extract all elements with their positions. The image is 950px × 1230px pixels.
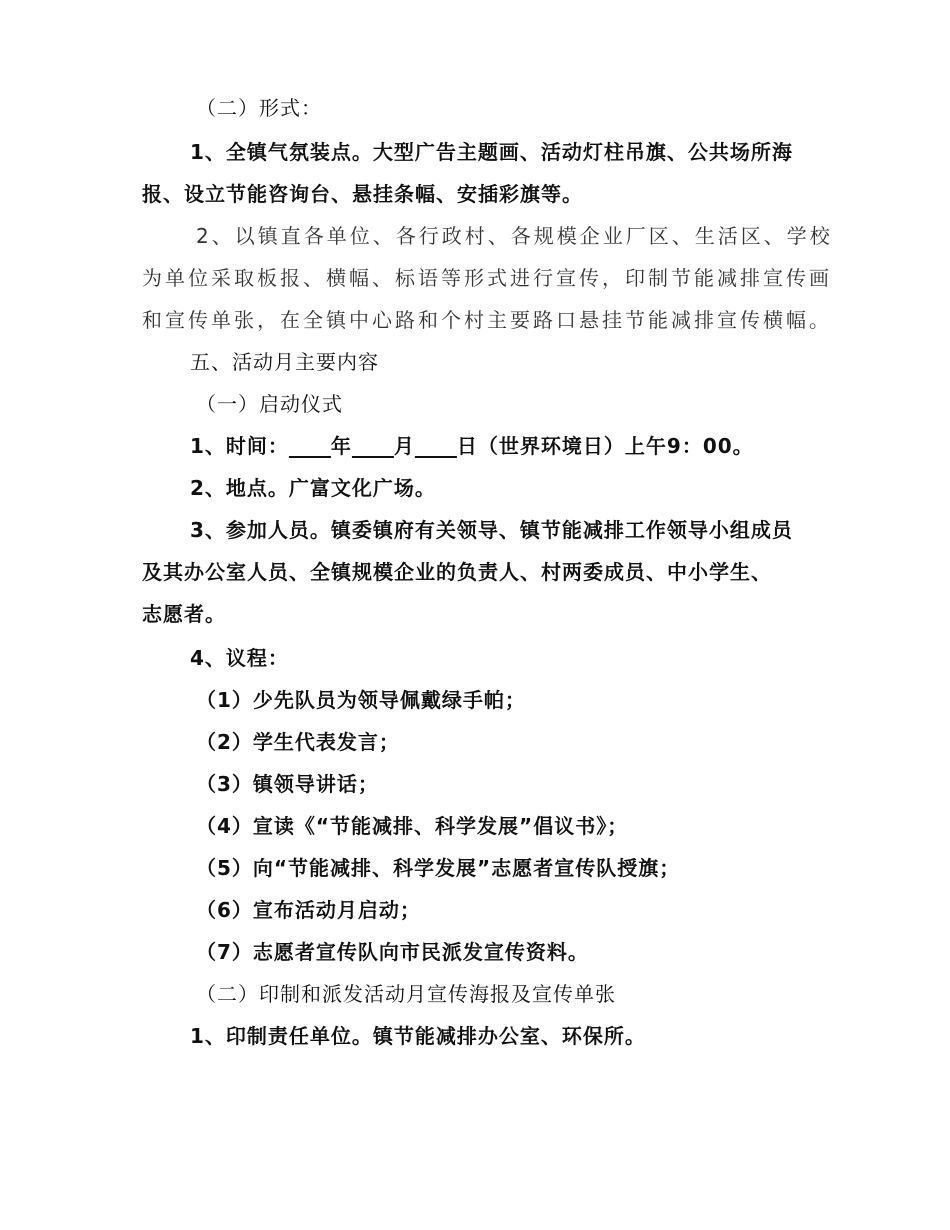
section-heading-main-content: 五、活动月主要内容 (190, 350, 379, 374)
year-text: 年 (330, 434, 352, 458)
blank-underline (352, 432, 394, 460)
section-heading-launch-ceremony: （一）启动仪式 (196, 392, 343, 416)
agenda-item: （1）少先队员为领导佩戴绿手帕； (196, 688, 526, 712)
time-label: 1、时间： (190, 434, 289, 458)
paragraph-line: 3、参加人员。镇委镇府有关领导、镇节能减排工作领导小组成员 (190, 518, 793, 542)
blank-underline (289, 432, 331, 460)
agenda-item: （4）宣读《“节能减排、科学发展”倡议书》； (196, 814, 629, 838)
agenda-item: （2）学生代表发言； (196, 730, 400, 754)
agenda-item: （7）志愿者宣传队向市民派发宣传资料。 (196, 940, 589, 964)
paragraph-line: 及其办公室人员、全镇规模企业的负责人、村两委成员、中小学生、 (142, 560, 772, 584)
paragraph-line: 为单位采取板报、横幅、标语等形式进行宣传，印制节能减排宣传画 (142, 266, 832, 290)
agenda-item: （3）镇领导讲话； (196, 772, 379, 796)
paragraph-line: 和宣传单张，在全镇中心路和个村主要路口悬挂节能减排宣传横幅。 (142, 308, 832, 332)
section-heading-form: （二）形式： (196, 96, 322, 120)
agenda-heading: 4、议程： (190, 646, 289, 670)
paragraph-line: 报、设立节能咨询台、悬挂条幅、安插彩旗等。 (142, 182, 583, 206)
paragraph-line: 1、全镇气氛装点。大型广告主题画、活动灯柱吊旗、公共场所海 (190, 140, 793, 164)
month-text: 月 (393, 434, 415, 458)
day-text: 日（世界环境日）上午9：00。 (456, 434, 754, 458)
paragraph-line: 志愿者。 (142, 602, 226, 626)
section-heading-print: （二）印制和派发活动月宣传海报及宣传单张 (196, 982, 616, 1006)
paragraph-line: 2、以镇直各单位、各行政村、各规模企业厂区、生活区、学校 (196, 224, 833, 248)
paragraph-line: 2、地点。广富文化广场。 (190, 476, 436, 500)
time-line (190, 432, 754, 460)
paragraph-line: 1、印制责任单位。镇节能减排办公室、环保所。 (190, 1024, 646, 1048)
agenda-item: （6）宣布活动月启动； (196, 898, 421, 922)
agenda-item: （5）向“节能减排、科学发展”志愿者宣传队授旗； (196, 856, 681, 880)
blank-underline (415, 432, 457, 460)
